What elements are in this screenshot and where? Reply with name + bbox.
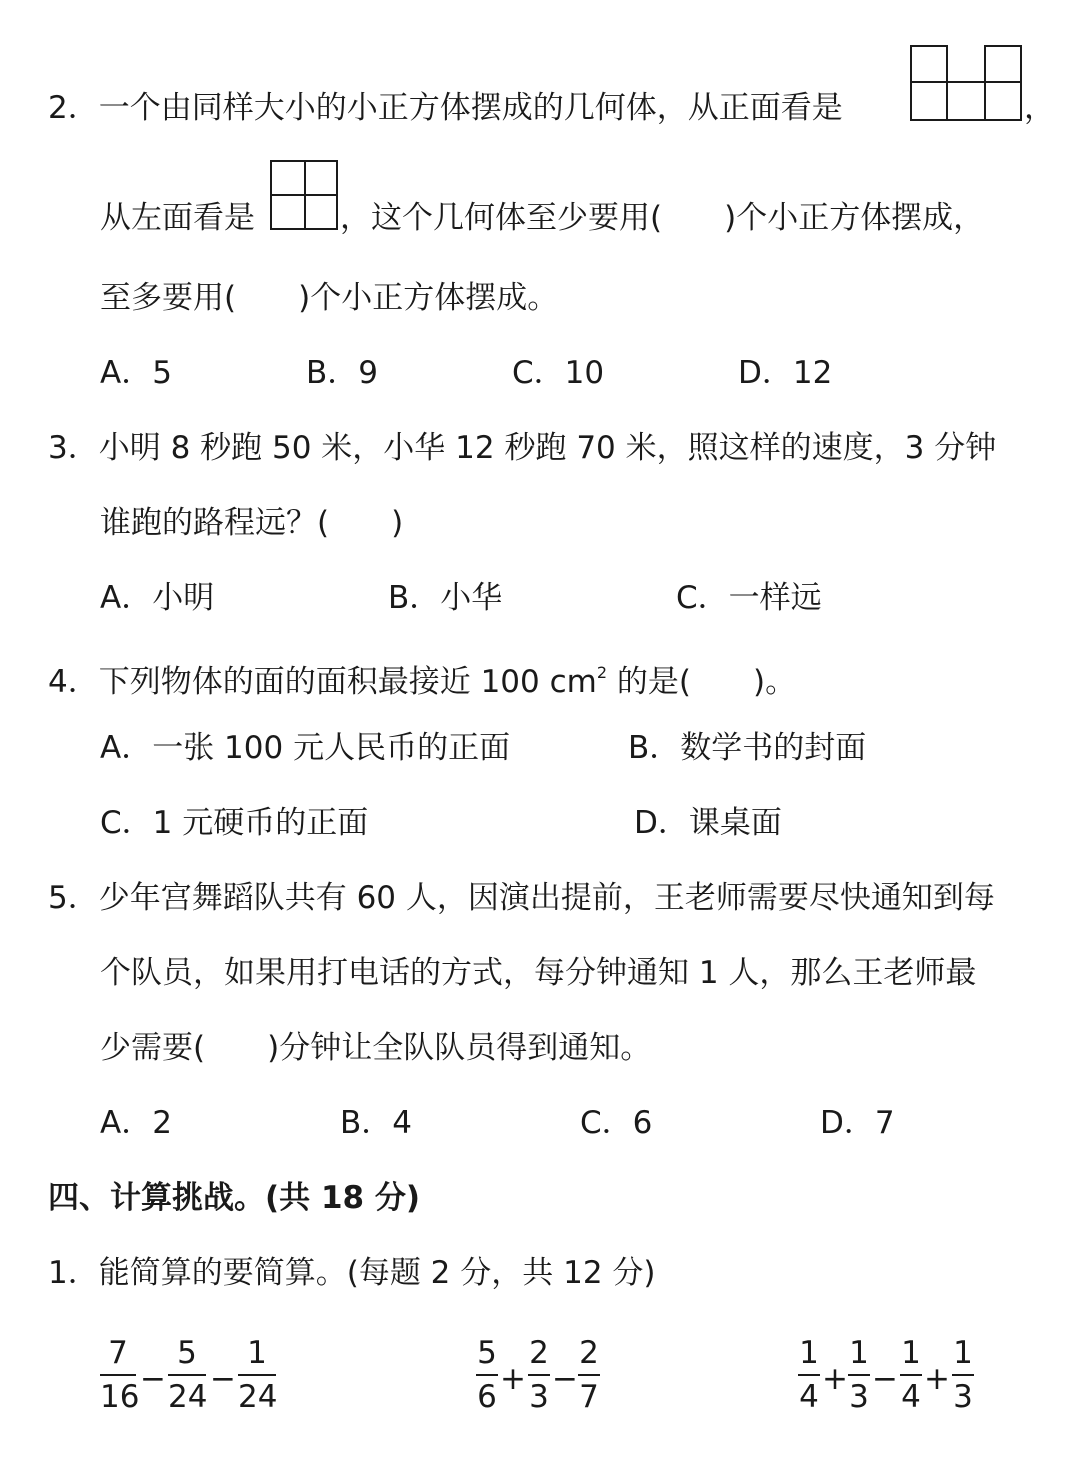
operator: −	[140, 1361, 166, 1397]
q4-line1-c: )。	[752, 664, 797, 700]
operator: −	[210, 1361, 236, 1397]
denominator: 7	[579, 1379, 599, 1415]
numerator: 1	[247, 1335, 267, 1371]
q2-option-a[interactable]: A．5	[100, 355, 172, 391]
q5-line3-a: 少需要(	[100, 1030, 206, 1066]
numerator: 1	[953, 1335, 973, 1371]
fraction-bar	[476, 1374, 498, 1376]
q2-line1	[48, 88, 843, 128]
denominator: 3	[953, 1379, 973, 1415]
fraction	[168, 1336, 206, 1414]
operator: +	[924, 1361, 950, 1397]
fraction-bar	[952, 1374, 974, 1376]
fraction-bar	[168, 1374, 206, 1376]
q2-line3-a: 至多要用(	[100, 280, 237, 316]
q4-line1	[48, 653, 796, 702]
q4-option-a[interactable]: A．一张 100 元人民币的正面	[100, 730, 511, 766]
q3-line2	[100, 503, 403, 543]
q5-option-a[interactable]: A．2	[100, 1105, 172, 1141]
q3-option-c[interactable]: C．一样远	[676, 580, 822, 616]
denominator: 4	[901, 1379, 921, 1415]
fraction-bar	[238, 1374, 276, 1376]
q2-option-d[interactable]: D．12	[738, 355, 833, 391]
q4-superscript: 2	[596, 663, 608, 682]
fraction	[900, 1336, 922, 1414]
numerator: 7	[108, 1335, 128, 1371]
numerator: 5	[177, 1335, 197, 1371]
fraction	[578, 1336, 600, 1414]
fraction-bar	[798, 1374, 820, 1376]
q2-line2-c: )个小正方体摆成，	[724, 200, 985, 236]
numerator: 1	[901, 1335, 921, 1371]
denominator: 3	[529, 1379, 549, 1415]
denominator: 4	[799, 1379, 819, 1415]
q3-option-a[interactable]: A．小明	[100, 580, 215, 616]
operator: −	[552, 1361, 578, 1397]
q2-line2-a: 从左面看是	[100, 200, 255, 236]
denominator: 16	[100, 1379, 140, 1415]
fraction	[528, 1336, 550, 1414]
q4-option-c[interactable]: C．1 元硬币的正面	[100, 805, 369, 841]
q5-line1: 5．少年宫舞蹈队共有 60 人，因演出提前，王老师需要尽快通知到每	[48, 880, 995, 916]
q2-line3	[100, 278, 558, 318]
section4-heading: 四、计算挑战。(共 18 分)	[48, 1180, 421, 1216]
numerator: 1	[799, 1335, 819, 1371]
q2-line3-b: )个小正方体摆成。	[298, 280, 559, 316]
section4-sub1: 1．能简算的要简算。(每题 2 分，共 12 分)	[48, 1255, 656, 1291]
numerator: 1	[849, 1335, 869, 1371]
operator: +	[500, 1361, 526, 1397]
q5-option-c[interactable]: C．6	[580, 1105, 653, 1141]
fraction	[952, 1336, 974, 1414]
q2-line2-b: ，这个几何体至少要用(	[340, 200, 663, 236]
q2-line2-rest	[340, 198, 984, 238]
fraction	[100, 1335, 140, 1415]
q5-option-d[interactable]: D．7	[820, 1105, 895, 1141]
fraction	[848, 1336, 870, 1414]
denominator: 24	[168, 1379, 208, 1415]
fraction	[238, 1336, 276, 1414]
fraction-bar	[528, 1374, 550, 1376]
left-view-figure	[270, 160, 338, 230]
q3-line1: 3．小明 8 秒跑 50 米，小华 12 秒跑 70 米，照这样的速度，3 分钟	[48, 430, 997, 466]
numerator: 2	[529, 1335, 549, 1371]
q5-line2: 个队员，如果用打电话的方式，每分钟通知 1 人，那么王老师最	[100, 955, 977, 991]
fraction-bar	[578, 1374, 600, 1376]
fraction	[798, 1336, 820, 1414]
numerator: 2	[579, 1335, 599, 1371]
q5-option-b[interactable]: B．4	[340, 1105, 412, 1141]
denominator: 6	[477, 1379, 497, 1415]
q2-line1-end: ，	[1024, 90, 1055, 126]
fraction	[476, 1336, 498, 1414]
denominator: 24	[238, 1379, 278, 1415]
q2-line2	[100, 198, 255, 238]
q4-option-d[interactable]: D．课桌面	[634, 805, 782, 841]
operator: +	[822, 1361, 848, 1397]
fraction-bar	[848, 1374, 870, 1376]
front-view-figure	[910, 45, 1022, 121]
fraction-bar	[900, 1374, 922, 1376]
q4-line1-b: 的是(	[607, 664, 691, 700]
q5-line3-b: )分钟让全队队员得到通知。	[267, 1030, 652, 1066]
fraction-bar	[100, 1374, 136, 1376]
denominator: 3	[849, 1379, 869, 1415]
q5-line3	[100, 1028, 651, 1068]
q3-line2-b: )	[391, 505, 404, 541]
numerator: 5	[477, 1335, 497, 1371]
q4-option-b[interactable]: B．数学书的封面	[628, 730, 867, 766]
q3-option-b[interactable]: B．小华	[388, 580, 503, 616]
q3-line2-a: 谁跑的路程远？(	[100, 505, 330, 541]
q2-line1-text: 2．一个由同样大小的小正方体摆成的几何体，从正面看是	[48, 90, 843, 126]
operator: −	[872, 1361, 898, 1397]
q2-option-c[interactable]: C．10	[512, 355, 605, 391]
q4-line1-a: 4．下列物体的面的面积最接近 100 cm	[48, 664, 597, 700]
q2-option-b[interactable]: B．9	[306, 355, 378, 391]
